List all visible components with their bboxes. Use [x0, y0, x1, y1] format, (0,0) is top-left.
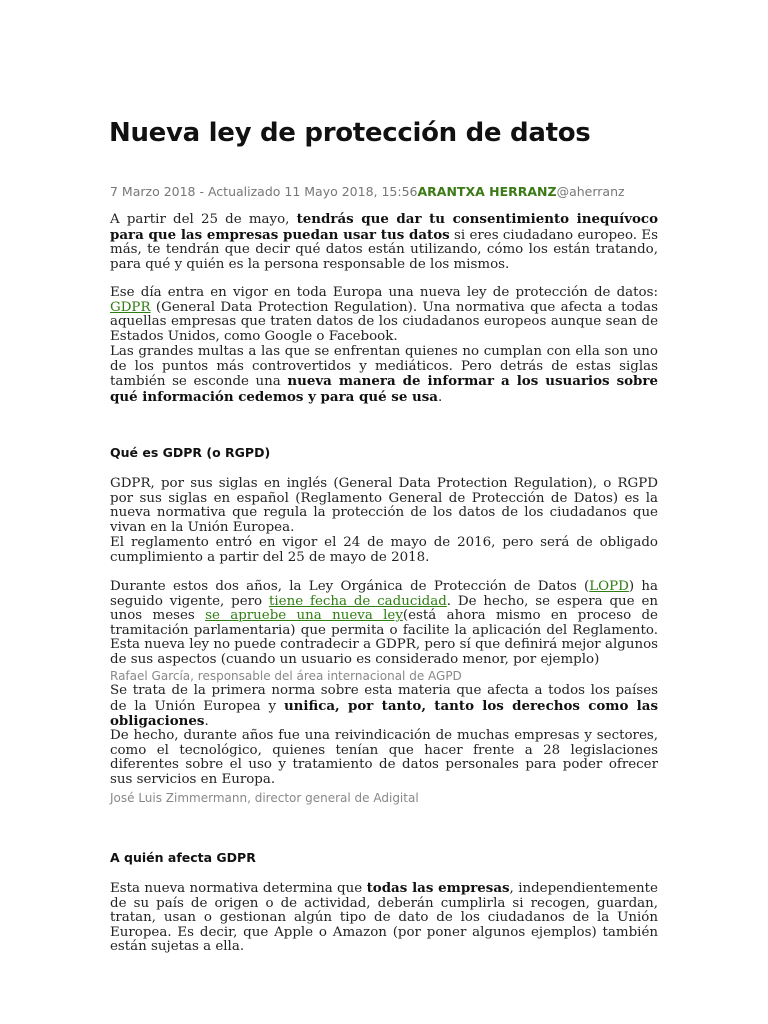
text: ) ha seguido vigente, pero — [110, 579, 658, 609]
paragraph-unifica — [110, 684, 658, 730]
paragraph-fechas: El reglamento entró en vigor el 24 de mayo de 2016, pero será de obligado cumplimiento a partir del 25 de mayo de 2018. — [110, 535, 658, 565]
text: (General Data Protection Regulation). Una normativa que afecta a todas aquellas empresas que traten datos de los ciudadanos europeos aunque sean de Estados Unidos, como Google o Facebook. — [110, 299, 658, 344]
bold-text: unifica, por tanto, tanto los derechos como las obligaciones — [110, 697, 658, 730]
article-title: Nueva ley de protección de datos — [109, 118, 591, 148]
section-heading-que-es: Qué es GDPR (o RGPD) — [110, 445, 271, 460]
text: . — [204, 714, 209, 730]
paragraph-definicion: GDPR, por sus siglas en inglés (General Data Protection Regulation), o RGPD por sus siglas en español (Reglamento General de Protección de Datos) es la nueva normativa que regula la protección de los datos de los ciudadanos que vivan en la Unión Europea. — [110, 476, 658, 535]
text: A partir del 25 de mayo, — [110, 212, 297, 227]
text: , independientemente de su país de origen o de actividad, deberán cumplirla si recogen, guardan, tratan, usan o gestionan algún tipo de dato de los ciudadanos de la Unión Europea. Es decir, que Apple o Amazon (por poner algunos ejemplos) también están sujetas a ella. — [110, 881, 658, 955]
caducidad-link[interactable]: tiene fecha de caducidad — [268, 593, 447, 609]
bold-text: nueva manera de informar a los usuarios sobre qué información cedemos y para qué se usa — [110, 373, 658, 405]
bold-text: tendrás que dar tu consentimiento inequívoco para que las empresas puedan usar tus datos — [110, 211, 659, 243]
author-handle[interactable]: @aherranz — [556, 184, 625, 199]
text: Durante estos dos años, la Ley Orgánica de Protección de Datos ( — [110, 579, 590, 594]
text: Esta nueva normativa determina que — [110, 881, 367, 896]
text: (está ahora mismo en proceso de tramitación parlamentaria) que permita o facilite la aplicación del Reglamento. Esta nueva ley no puede contradecir a GDPR, pero sí que definirá mejor algunos de sus aspectos (cuando un usuario es considerado menor, por ejemplo) — [110, 608, 658, 667]
section-heading-a-quien: A quién afecta GDPR — [110, 850, 256, 865]
lopd-link[interactable]: LOPD — [589, 579, 629, 594]
paragraph-multas — [110, 345, 658, 405]
text: Las grandes multas a las que se enfrentan quienes no cumplan con ella son uno de los puntos más controvertidos y mediáticos. Pero detrás de estas siglas también se esconde una — [110, 344, 658, 390]
text: Ese día entra en vigor en toda Europa una nueva ley de protección de datos: — [110, 285, 658, 300]
text: si eres ciudadano europeo. Es más, te tendrán que decir qué datos están utilizando, cómo los están tratando, para qué y quién es la persona responsable de los mismos. — [110, 227, 658, 272]
quote-caption-adigital: José Luis Zimmermann, director general de Adigital — [110, 791, 419, 805]
gdpr-link[interactable]: GDPR — [110, 299, 151, 315]
article-meta — [110, 184, 625, 199]
author-name[interactable]: ARANTXA HERRANZ — [417, 184, 557, 199]
paragraph-lopd — [110, 580, 658, 668]
paragraph-gdpr-intro — [110, 286, 658, 344]
article-date: 7 Marzo 2018 - Actualizado 11 Mayo 2018, 15:56 — [110, 184, 418, 199]
text: . — [437, 389, 443, 405]
quote-caption-agpd: Rafael García, responsable del área internacional de AGPD — [110, 669, 462, 683]
nueva-ley-link[interactable]: se apruebe una nueva ley — [205, 608, 403, 624]
paragraph-empresas — [110, 881, 658, 955]
text: . De hecho, se espera que en unos meses — [110, 593, 658, 624]
paragraph-intro — [110, 212, 658, 272]
text: Se trata de la primera norma sobre esta materia que afecta a todos los países de la Unión Europea y — [110, 683, 658, 714]
bold-text: todas las empresas — [366, 880, 510, 896]
paragraph-reivindicacion: De hecho, durante años fue una reivindicación de muchas empresas y sectores, como el tecnológico, quienes tenían que hacer frente a 28 legislaciones diferentes sobre el uso y tratamiento de datos personales para poder ofrecer sus servicios en Europa. — [110, 728, 658, 787]
